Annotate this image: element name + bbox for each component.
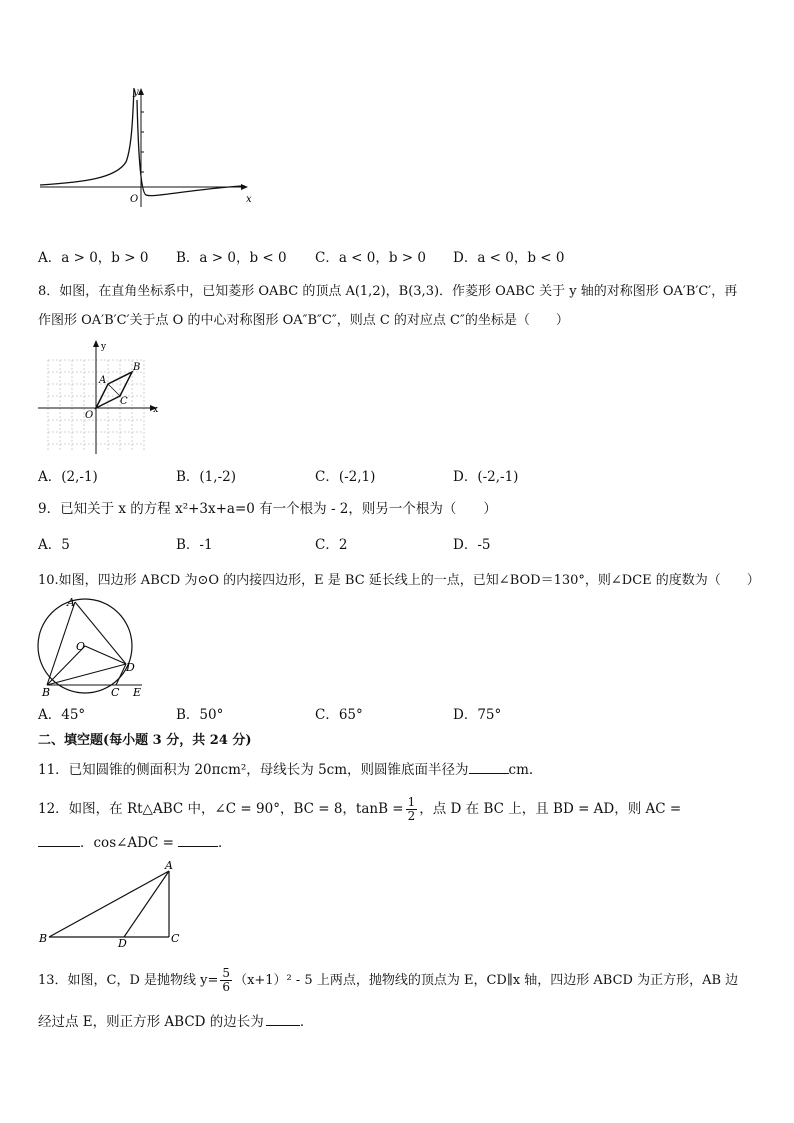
q8-option-d: D．(-2,-1) [453, 469, 519, 485]
segment-ad [124, 871, 169, 937]
q8-line1: 8．如图，在直角坐标系中，已知菱形 OABC 的顶点 A(1,2)，B(3,3)．作菱形 OABC 关于 y 轴的对称图形 OA′B′C′，再 [38, 284, 738, 299]
q12-text-part2: ，点 D 在 BC 上，且 BD = AD，则 AC = [419, 801, 682, 817]
label-a: A [67, 596, 75, 609]
label-c: C [120, 396, 128, 407]
label-c: C [171, 932, 180, 945]
q10-circle-figure [32, 594, 152, 700]
label-a: A [165, 859, 173, 872]
q13-text-end: ． [299, 1014, 314, 1030]
q12-answer-blank-cos[interactable] [178, 832, 218, 847]
q9-text: 9．已知关于 x 的方程 x²+3x+a=0 有一个根为 - 2，则另一个根为（ ） [38, 501, 497, 517]
q7-option-b: B．a > 0，b < 0 [176, 250, 287, 266]
q10-option-c: C．65° [315, 707, 363, 723]
q10-option-d: D．75° [453, 707, 502, 723]
q9-option-c: C．2 [315, 537, 348, 553]
q9-option-b: B．-1 [176, 537, 213, 553]
q11-unit: cm. [508, 762, 534, 778]
label-d: D [118, 937, 127, 950]
label-a: A [99, 375, 107, 386]
y-label: y [133, 87, 139, 98]
q13-fraction [220, 967, 232, 994]
q7-option-a: A．a > 0，b > 0 [38, 250, 149, 266]
origin-label: O [130, 194, 139, 205]
label-b: B [39, 932, 48, 945]
q12-fraction-numerator: 1 [407, 795, 416, 809]
q7-hyperbola-graph [36, 82, 258, 212]
q7-option-c: C．a < 0，b > 0 [315, 250, 426, 266]
q9-option-a: A．5 [38, 537, 70, 553]
curve-right [137, 100, 241, 196]
x-label: x [246, 194, 252, 205]
side-ab [49, 871, 169, 937]
q8-line2: 作图形 OA′B′C′关于点 O 的中心对称图形 OA″B″C″，则点 C 的对应点 C″的坐标是（ ） [38, 313, 569, 328]
label-b: B [42, 686, 51, 699]
q13-answer-blank[interactable] [266, 1011, 300, 1026]
q13-text-part1: 13．如图，C，D 是抛物线 y= [38, 973, 219, 988]
label-b: B [133, 362, 141, 373]
q8-rhombus-figure [36, 338, 166, 456]
label-o: O [76, 640, 86, 653]
q13-text-line2: 经过点 E，则正方形 ABCD 的边长为 [38, 1014, 264, 1030]
q10-option-b: B．50° [176, 707, 224, 723]
q12-text-part1: 12．如图，在 Rt△ABC 中，∠C = 90°，BC = 8，tanB = [38, 801, 404, 817]
curve-left [40, 88, 134, 185]
q10-text: 10.如图，四边形 ABCD 为⊙O 的内接四边形，E 是 BC 延长线上的一点，已知∠BOD＝130°，则∠DCE 的度数为（ ） [38, 573, 760, 588]
q13-text-part2: （x+1）² - 5 上两点，抛物线的顶点为 E，CD∥x 轴，四边形 ABCD 为正方形，AB 边 [234, 973, 739, 988]
label-o: O [85, 410, 94, 421]
q12-answer-blank-ac[interactable] [38, 832, 80, 847]
q7-option-d: D．a < 0，b < 0 [453, 250, 565, 266]
y-label: y [101, 342, 107, 352]
q12-fraction-denominator: 2 [407, 809, 416, 823]
q12-fraction [406, 796, 418, 823]
q12-triangle-figure [36, 858, 186, 950]
label-d: D [126, 661, 135, 674]
q12-text-end: ． [217, 835, 232, 851]
q8-option-b: B．(1,-2) [176, 469, 236, 485]
label-e: E [133, 686, 142, 699]
q10-option-a: A．45° [38, 707, 86, 723]
label-c: C [111, 686, 120, 699]
q11-text: 11．已知圆锥的侧面积为 20πcm²，母线长为 5cm，则圆锥底面半径为 [38, 762, 469, 778]
q13-fraction-denominator: 6 [222, 980, 231, 994]
q12-text-cos: ．cos∠ADC = [80, 835, 174, 851]
q8-option-a: A．(2,-1) [38, 469, 98, 485]
q11-answer-blank[interactable] [469, 759, 509, 774]
q9-option-d: D．-5 [453, 537, 491, 553]
section-heading: 二、填空题(每小题 3 分，共 24 分) [38, 733, 252, 748]
q13-fraction-numerator: 5 [222, 966, 231, 980]
q8-option-c: C．(-2,1) [315, 469, 376, 485]
x-label: x [153, 405, 159, 415]
